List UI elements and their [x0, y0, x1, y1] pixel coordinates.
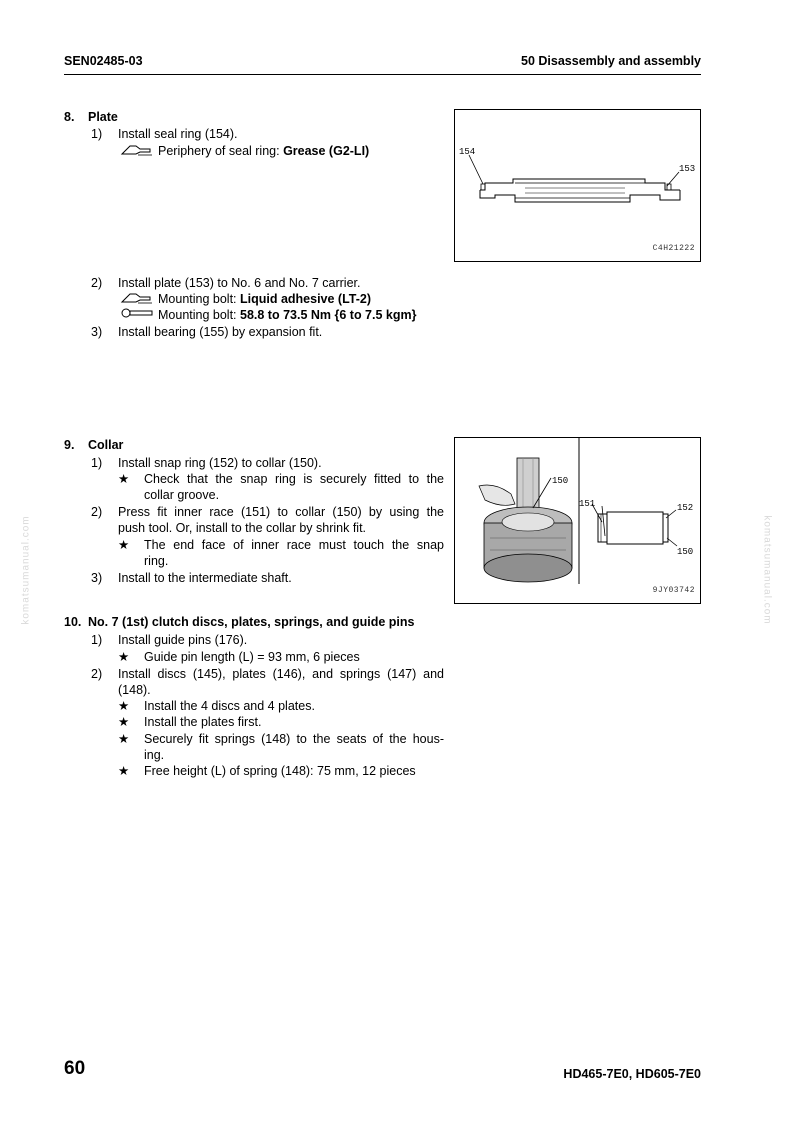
substep-number: 1): [91, 456, 103, 470]
callout-collar-2: 150: [677, 547, 694, 557]
plate-cross-section-drawing: [455, 110, 700, 261]
star-note: Guide pin length (L) = 93 mm, 6 pieces: [144, 650, 360, 664]
step-9-heading: [64, 437, 123, 453]
substep-number: 1): [91, 127, 103, 141]
substep-text: Install seal ring (154).: [118, 127, 238, 141]
header-divider: [64, 74, 701, 75]
step-number: 10.: [64, 615, 82, 629]
note-value: 58.8 to 73.5 Nm {6 to 7.5 kgm}: [240, 308, 417, 322]
note-value: Grease (G2-LI): [283, 144, 370, 158]
star-bullet: ★: [118, 764, 130, 778]
star-note: Free height (L) of spring (148): 75 mm, 12 pieces: [144, 764, 416, 778]
substep-text: Press fit inner race (151) to collar (150) by using the: [118, 505, 444, 519]
note-label: Mounting bolt:: [158, 308, 240, 322]
star-note: ing.: [144, 748, 165, 762]
figure-plate-seal-ring: [454, 109, 701, 262]
step-title: No. 7 (1st) clutch discs, plates, springs, and guide pins: [88, 615, 415, 629]
substep-text: Install snap ring (152) to collar (150).: [118, 456, 322, 470]
step-title: Plate: [88, 110, 118, 124]
step-8-heading: [64, 109, 118, 125]
substep-note: [158, 143, 369, 159]
substep-number: 2): [91, 667, 103, 681]
step-number: 8.: [64, 110, 75, 124]
note-value: Liquid adhesive (LT-2): [240, 292, 372, 306]
star-note: Securely fit springs (148) to the seats of the hous-: [144, 732, 444, 746]
substep-text: Install guide pins (176).: [118, 633, 248, 647]
substep-number: 3): [91, 325, 103, 339]
collar-drawing: [455, 438, 700, 603]
star-bullet: ★: [118, 732, 130, 746]
callout-plate: 153: [679, 164, 696, 174]
star-bullet: ★: [118, 650, 130, 664]
star-bullet: ★: [118, 715, 130, 729]
adhesive-applicator-icon: [120, 142, 154, 160]
callout-inner-race: 151: [579, 499, 596, 509]
substep-text: Install to the intermediate shaft.: [118, 571, 292, 585]
substep-number: 3): [91, 571, 103, 585]
callout-snap-ring: 152: [677, 503, 694, 513]
section-title: 50 Disassembly and assembly: [521, 54, 701, 68]
callout-collar: 150: [552, 476, 569, 486]
substep-number: 2): [91, 505, 103, 519]
star-bullet: ★: [118, 472, 130, 486]
model-names: HD465-7E0, HD605-7E0: [563, 1067, 701, 1081]
star-note: collar groove.: [144, 488, 220, 502]
step-10-heading: [64, 614, 414, 630]
callout-seal-ring: 154: [459, 147, 476, 157]
substep-note: [158, 291, 371, 307]
star-note: Check that the snap ring is securely fitted to the: [144, 472, 444, 486]
star-note: ring.: [144, 554, 169, 568]
star-note: The end face of inner race must touch the snap: [144, 538, 444, 552]
note-label: Mounting bolt:: [158, 292, 240, 306]
watermark-left: komatsumanual.com: [20, 515, 32, 625]
wrench-torque-icon: [120, 306, 154, 324]
substep-text: (148).: [118, 683, 151, 697]
star-note: Install the 4 discs and 4 plates.: [144, 699, 315, 713]
substep-text: push tool. Or, install to the collar by shrink fit.: [118, 521, 367, 535]
figure-code: C4H21222: [652, 244, 695, 253]
star-note: Install the plates first.: [144, 715, 262, 729]
page-number: 60: [64, 1058, 86, 1079]
doc-code: SEN02485-03: [64, 54, 143, 68]
step-number: 9.: [64, 438, 75, 452]
figure-code: 9JY03742: [652, 586, 695, 595]
substep-number: 1): [91, 633, 103, 647]
watermark-right: komatsumanual.com: [761, 515, 773, 625]
substep-note: [158, 307, 416, 323]
substep-text: Install bearing (155) by expansion fit.: [118, 325, 323, 339]
substep-text: Install discs (145), plates (146), and springs (147) and: [118, 667, 444, 681]
note-label: Periphery of seal ring:: [158, 144, 284, 158]
star-bullet: ★: [118, 538, 130, 552]
figure-collar: [454, 437, 701, 604]
substep-text: Install plate (153) to No. 6 and No. 7 carrier.: [118, 276, 361, 290]
star-bullet: ★: [118, 699, 130, 713]
substep-number: 2): [91, 276, 103, 290]
step-title: Collar: [88, 438, 124, 452]
